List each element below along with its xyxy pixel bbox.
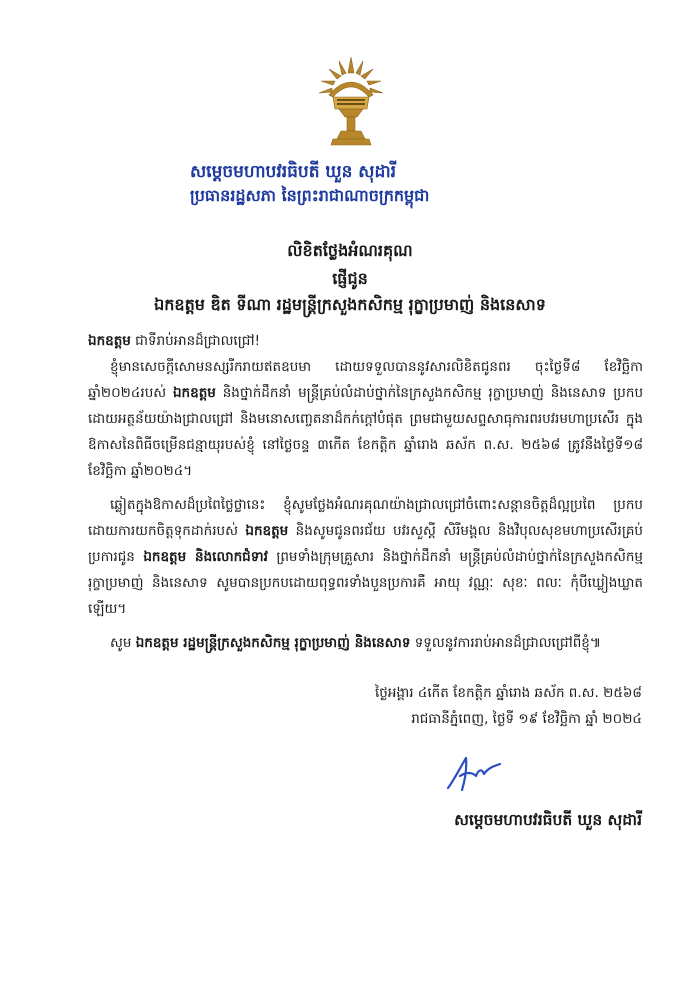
- paragraph-1: [88, 354, 643, 484]
- letter-title: លិខិតថ្លែងអំណរគុណ: [287, 241, 413, 260]
- paragraph-3-part-c: ទទួលនូវការរាប់អានដ៏ជ្រាលជ្រៅពីខ្ញុំ៕: [410, 635, 602, 651]
- paragraph-1-part-a: ខ្ញុំមានសេចក្ដីសោមនស្សរីករាយឥតឧបមា ដោយទទួលបាននូវសារលិខិតជូនពរ ចុះថ្ងៃទី៨ ខែវិច្ឆិកា ឆ្នាំ២០២៤របស់: [88, 359, 643, 401]
- national-assembly-emblem-icon: [315, 55, 387, 155]
- paragraph-2: [88, 492, 643, 622]
- salutation: [88, 328, 643, 354]
- paragraph-2-honorific: ឯកឧត្តម: [245, 523, 289, 539]
- paragraph-2-part-c: និងសូមជូនពរជ័យ បវរសួស្ដី សិរីមង្គល និងវិបុលសុខមហាប្រសើរគ្រប់ប្រការជូន: [88, 523, 643, 565]
- handwritten-signature: [440, 750, 520, 795]
- paragraph-1-honorific: ឯកឧត្តម: [172, 385, 216, 401]
- paragraph-2-honorific-couple: ឯកឧត្តម និងលោកជំទាវ: [143, 549, 268, 565]
- sender-title: ប្រធានរដ្ឋសភា នៃព្រះរាជាណាចក្រកម្ពុជា: [190, 186, 430, 205]
- sender-name: សម្ដេចមហាបវរធិបតី ឃួន សុដារី: [190, 162, 397, 182]
- signer-name: សម្ដេចមហាបវរធិបតី ឃួន សុដារី: [454, 811, 642, 829]
- recipient-line: ឯកឧត្តម ឌិត ទីណា រដ្ឋមន្ត្រីក្រសួងកសិកម្ម រុក្ខាប្រមាញ់ និងនេសាទ: [154, 295, 546, 314]
- date-solar: រាជធានីភ្នំពេញ, ថ្ងៃទី ១៩ ខែវិច្ឆិកា ឆ្នាំ ២០២៤: [411, 711, 642, 727]
- paragraph-3: [88, 630, 643, 656]
- date-lunar: ថ្ងៃអង្គារ ៤កេីត ខែកត្ដិក ឆ្នាំរោង ឆស័ក ព.ស. ២៥៦៨: [374, 685, 642, 701]
- salutation-honorific: ឯកឧត្តម: [88, 333, 131, 349]
- paragraph-2-part-e: ព្រមទាំងក្រុមគ្រួសារ និងថ្នាក់ដឹកនាំ មន្ត្រីគ្រប់លំដាប់ថ្នាក់នៃក្រសួងកសិកម្ម រុក្ខាប្រមាញ់ និងនេសាទ សូមបានប្រកបដោយពុទ្ធពរទាំងបួនប្រការគឺ អាយុ វណ្ណៈ សុខៈ ពលៈ កុំបីឃ្លៀងឃ្លាតឡើយ។: [88, 549, 643, 617]
- paragraph-2-part-a: ឆ្លៀតក្នុងឱកាសដ៏ប្រពៃថ្លៃថ្លានេះ ខ្ញុំសូមថ្លែងអំណរគុណយ៉ាងជ្រាលជ្រៅចំពោះសន្ដានចិត្តដ៏ល្អប្រពៃ ប្រកបដោយការយកចិត្តទុកដាក់របស់: [88, 497, 643, 539]
- addressed-to-label: ផ្ញើជូន: [332, 269, 368, 288]
- salutation-text: ជាទីរាប់អានដ៏ជ្រាលជ្រៅ!: [130, 333, 261, 349]
- paragraph-3-recipient: ឯកឧត្តម រដ្ឋមន្ត្រីក្រសួងកសិកម្ម រុក្ខាប្រមាញ់ និងនេសាទ: [135, 635, 411, 651]
- sender-block: [190, 160, 530, 208]
- paragraph-1-part-c: និងថ្នាក់ដឹកនាំ មន្ត្រីគ្រប់លំដាប់ថ្នាក់នៃក្រសួងកសិកម្ម រុក្ខាប្រមាញ់ និងនេសាទ ប្រកបដោយអត្ថន័យយ៉ាងជ្រាលជ្រៅ និងមនោសញ្ចេតនាដ៏កក់ក្ដៅបំផុត ព្រមជាមួយសព្ទសាធុការពរបវរមហាប្រសើរ ក្នុងឱកាសនៃពិធីចម្រើនជន្មាយុរបស់ខ្ញុំ នៅថ្ងៃចន្ទ ៣កេីត ខែកត្ដិក ឆ្នាំរោង ឆស័ក ព.ស. ២៥៦៨ ត្រូវនឹងថ្ងៃទី១៨ ខែវិច្ឆិកា ឆ្នាំ២០២៤។: [88, 385, 644, 479]
- paragraph-3-part-a: សូម: [110, 635, 136, 651]
